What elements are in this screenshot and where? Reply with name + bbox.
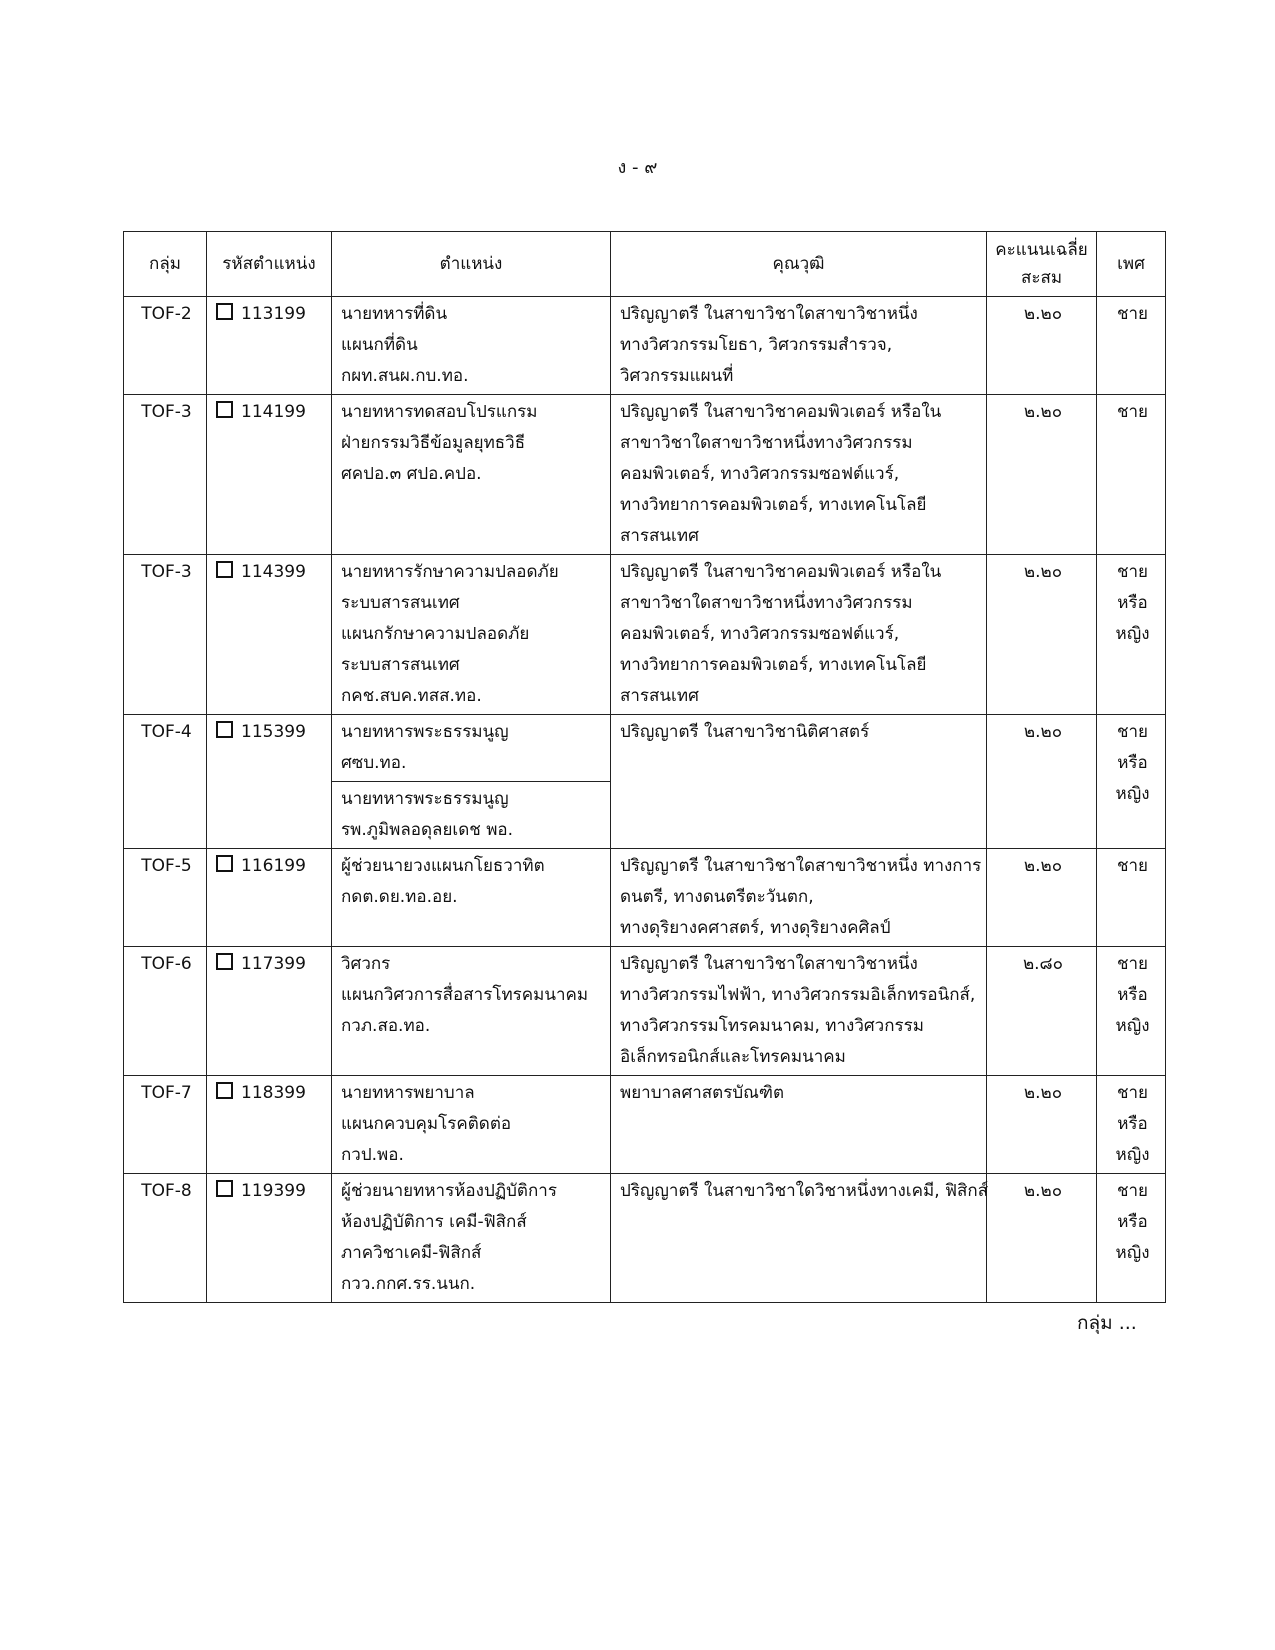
sex-line: หญิง [1115, 624, 1150, 644]
checkbox-icon[interactable] [216, 953, 233, 970]
sex-cell [1097, 1076, 1166, 1174]
position-line: แผนกควบคุมโรคติดต่อ [341, 1114, 512, 1134]
position-line: แผนกที่ดิน [341, 335, 418, 355]
sex-cell [1097, 555, 1166, 715]
qualification-line: ทางดุริยางคศาสตร์, ทางดุริยางคศิลป์ [620, 918, 891, 938]
group-cell [124, 1174, 207, 1303]
sex-text [1106, 1076, 1159, 1173]
position-code-wrap [216, 715, 325, 750]
position-code: 116199 [241, 856, 306, 876]
sex-text [1106, 395, 1159, 430]
min-gpa: ๒.๒๐ [1023, 1181, 1063, 1201]
position-cell [332, 555, 611, 715]
sex-text [1106, 1174, 1159, 1271]
position-code-cell [207, 555, 332, 715]
header-qualification: คุณวุฒิ [611, 232, 987, 297]
score-cell [987, 947, 1097, 1076]
group-cell [124, 555, 207, 715]
qualification-line: สารสนเทศ [620, 686, 699, 706]
group-cell [124, 715, 207, 849]
qualification-line: ปริญญาตรี ในสาขาวิชาใดสาขาวิชาหนึ่ง [620, 304, 918, 324]
header-group: กลุ่ม [124, 232, 207, 297]
position-text [341, 715, 604, 781]
qualification-line: ทางวิศวกรรมโทรคมนาคม, ทางวิศวกรรม [620, 1016, 924, 1036]
position-line: แผนกวิศวการสื่อสารโทรคมนาคม [341, 985, 589, 1005]
sex-cell [1097, 297, 1166, 395]
position-line: นายทหารพยาบาล [341, 1083, 475, 1103]
min-gpa: ๒.๒๐ [1023, 402, 1063, 422]
position-text [341, 849, 604, 915]
sex-line: ชาย [1116, 1083, 1149, 1103]
header-code: รหัสตำแหน่ง [207, 232, 332, 297]
position-code: 118399 [241, 1083, 306, 1103]
position-line: กผท.สนผ.กบ.ทอ. [341, 366, 469, 386]
min-gpa: ๒.๒๐ [1023, 562, 1063, 582]
qualification-text [620, 715, 980, 750]
position-code-wrap [216, 849, 325, 884]
qualification-text [620, 1076, 980, 1111]
qualification-line: ทางวิทยาการคอมพิวเตอร์, ทางเทคโนโลยี [620, 495, 927, 515]
sex-cell [1097, 947, 1166, 1076]
position-line: ศซบ.ทอ. [341, 753, 407, 773]
position-line: นายทหารรักษาความปลอดภัย [341, 562, 559, 582]
checkbox-icon[interactable] [216, 855, 233, 872]
sex-text [1106, 555, 1159, 652]
position-code-cell [207, 715, 332, 849]
position-code-wrap [216, 1174, 325, 1209]
qualification-cell [611, 947, 987, 1076]
qualification-line: อิเล็กทรอนิกส์และโทรคมนาคม [620, 1047, 846, 1067]
position-text [341, 297, 604, 394]
position-code: 117399 [241, 954, 306, 974]
min-gpa: ๒.๒๐ [1023, 1083, 1063, 1103]
position-line: กวภ.สอ.ทอ. [341, 1016, 431, 1036]
group-code: TOF-5 [141, 856, 192, 876]
score-cell [987, 849, 1097, 947]
min-gpa: ๒.๒๐ [1023, 304, 1063, 324]
position-line: รพ.ภูมิพลอดุลยเดช พอ. [341, 820, 514, 840]
sex-line: ชาย [1116, 954, 1149, 974]
score-cell [987, 555, 1097, 715]
sex-line: ชาย [1116, 304, 1149, 324]
group-code: TOF-3 [141, 562, 192, 582]
qualification-line: ปริญญาตรี ในสาขาวิชาคอมพิวเตอร์ หรือใน [620, 402, 942, 422]
position-code: 113199 [241, 304, 306, 324]
checkbox-icon[interactable] [216, 721, 233, 738]
group-code: TOF-8 [141, 1181, 192, 1201]
sex-line: หรือ [1117, 593, 1148, 613]
position-text [341, 782, 604, 848]
qualification-text [620, 947, 980, 1075]
position-code-cell [207, 1076, 332, 1174]
qualification-text [620, 849, 980, 946]
group-code: TOF-7 [141, 1083, 192, 1103]
qualification-line: ปริญญาตรี ในสาขาวิชานิติศาสตร์ [620, 722, 870, 742]
position-cell [332, 1076, 611, 1174]
position-code-cell [207, 1174, 332, 1303]
group-code: TOF-4 [141, 722, 192, 742]
position-line: วิศวกร [341, 954, 391, 974]
position-code-wrap [216, 947, 325, 982]
qualification-line: สาขาวิชาใดสาขาวิชาหนึ่งทางวิศวกรรม [620, 433, 913, 453]
position-code: 114199 [241, 402, 306, 422]
header-score-line2: สะสม [1020, 268, 1063, 288]
qualification-line: วิศวกรรมแผนที่ [620, 366, 734, 386]
qualification-cell [611, 849, 987, 947]
qualification-cell [611, 715, 987, 849]
position-code-wrap [216, 297, 325, 332]
position-line: แผนกรักษาความปลอดภัย [341, 624, 530, 644]
page-number: ง - ๙ [617, 157, 658, 178]
next-page-continuation: กลุ่ม ... [1077, 1312, 1137, 1334]
qualification-line: ทางวิทยาการคอมพิวเตอร์, ทางเทคโนโลยี [620, 655, 927, 675]
position-cell [332, 715, 611, 782]
sex-line: หญิง [1115, 1016, 1150, 1036]
header-score [987, 232, 1097, 297]
qualification-text [620, 297, 980, 394]
qualification-line: ทางวิศวกรรมโยธา, วิศวกรรมสำรวจ, [620, 335, 893, 355]
sex-cell [1097, 849, 1166, 947]
positions-table [123, 231, 1166, 1303]
table-row [124, 297, 1166, 395]
sex-text [1106, 947, 1159, 1044]
table-row [124, 555, 1166, 715]
position-line: ผู้ช่วยนายวงแผนกโยธวาทิต [341, 856, 545, 876]
position-line: นายทหารทดสอบโปรแกรม [341, 402, 538, 422]
sex-line: หญิง [1115, 784, 1150, 804]
position-line: นายทหารพระธรรมนูญ [341, 789, 509, 809]
position-cell [332, 782, 611, 849]
position-text [341, 395, 604, 492]
position-text [341, 1076, 604, 1173]
position-code-wrap [216, 1076, 325, 1111]
checkbox-icon[interactable] [216, 303, 233, 320]
header-score-line1: คะแนนเฉลี่ย [995, 240, 1088, 260]
qualification-text [620, 395, 980, 554]
sex-cell [1097, 1174, 1166, 1303]
sex-line: หรือ [1117, 1212, 1148, 1232]
qualification-cell [611, 1174, 987, 1303]
checkbox-icon[interactable] [216, 1082, 233, 1099]
qualification-cell [611, 555, 987, 715]
header-position: ตำแหน่ง [332, 232, 611, 297]
position-line: ผู้ช่วยนายทหารห้องปฏิบัติการ [341, 1181, 557, 1201]
sex-line: หรือ [1117, 985, 1148, 1005]
table-header-row [124, 232, 1166, 297]
qualification-line: ทางวิศวกรรมไฟฟ้า, ทางวิศวกรรมอิเล็กทรอนิกส์, [620, 985, 976, 1005]
checkbox-icon[interactable] [216, 401, 233, 418]
position-cell [332, 947, 611, 1076]
position-line: ศคปอ.๓ ศปอ.คปอ. [341, 464, 482, 484]
qualification-line: คอมพิวเตอร์, ทางวิศวกรรมซอฟต์แวร์, [620, 624, 900, 644]
sex-line: ชาย [1116, 562, 1149, 582]
checkbox-icon[interactable] [216, 1180, 233, 1197]
position-code-cell [207, 849, 332, 947]
group-cell [124, 395, 207, 555]
sex-cell [1097, 395, 1166, 555]
qualification-line: ปริญญาตรี ในสาขาวิชาใดวิชาหนึ่งทางเคมี, ฟิสิกส์ [620, 1181, 989, 1201]
table-row [124, 947, 1166, 1076]
position-code: 114399 [241, 562, 306, 582]
sex-text [1106, 849, 1159, 884]
sex-line: ชาย [1116, 1181, 1149, 1201]
sex-text [1106, 297, 1159, 332]
min-gpa: ๒.๒๐ [1023, 722, 1063, 742]
qualification-cell [611, 297, 987, 395]
qualification-cell [611, 395, 987, 555]
position-line: นายทหารพระธรรมนูญ [341, 722, 509, 742]
qualification-text [620, 1174, 989, 1209]
group-cell [124, 297, 207, 395]
position-line: ฝ่ายกรรมวิธีข้อมูลยุทธวิธี [341, 433, 526, 453]
position-line: นายทหารที่ดิน [341, 304, 448, 324]
sex-line: หญิง [1115, 1243, 1150, 1263]
qualification-line: ปริญญาตรี ในสาขาวิชาใดสาขาวิชาหนึ่ง [620, 954, 918, 974]
score-cell [987, 1076, 1097, 1174]
position-line: ภาควิชาเคมี-ฟิสิกส์ [341, 1243, 482, 1263]
qualification-line: คอมพิวเตอร์, ทางวิศวกรรมซอฟต์แวร์, [620, 464, 900, 484]
position-text [341, 555, 604, 714]
header-sex: เพศ [1097, 232, 1166, 297]
position-text [341, 1174, 604, 1302]
position-code: 115399 [241, 722, 306, 742]
position-code-wrap [216, 395, 325, 430]
position-line: ห้องปฏิบัติการ เคมี-ฟิสิกส์ [341, 1212, 527, 1232]
position-code: 119399 [241, 1181, 306, 1201]
position-line: ระบบสารสนเทศ [341, 655, 460, 675]
group-code: TOF-2 [141, 304, 192, 324]
sex-line: หญิง [1115, 1145, 1150, 1165]
min-gpa: ๒.๘๐ [1022, 954, 1064, 974]
table-row [124, 1076, 1166, 1174]
position-cell [332, 1174, 611, 1303]
score-cell [987, 1174, 1097, 1303]
qualification-text [620, 555, 980, 714]
min-gpa: ๒.๒๐ [1023, 856, 1063, 876]
position-line: กวป.พอ. [341, 1145, 404, 1165]
qualification-line: พยาบาลศาสตรบัณฑิต [620, 1083, 785, 1103]
position-line: กดต.ดย.ทอ.อย. [341, 887, 458, 907]
table-row [124, 1174, 1166, 1303]
sex-line: หรือ [1117, 1114, 1148, 1134]
group-code: TOF-3 [141, 402, 192, 422]
table-row [124, 715, 1166, 782]
score-cell [987, 297, 1097, 395]
score-cell [987, 395, 1097, 555]
sex-line: ชาย [1116, 722, 1149, 742]
sex-cell [1097, 715, 1166, 849]
qualification-line: ปริญญาตรี ในสาขาวิชาคอมพิวเตอร์ หรือใน [620, 562, 942, 582]
qualification-line: สาขาวิชาใดสาขาวิชาหนึ่งทางวิศวกรรม [620, 593, 913, 613]
position-text [341, 947, 604, 1044]
sex-line: หรือ [1117, 753, 1148, 773]
table-row [124, 395, 1166, 555]
score-cell [987, 715, 1097, 849]
group-code: TOF-6 [141, 954, 192, 974]
position-code-cell [207, 297, 332, 395]
qualification-cell [611, 1076, 987, 1174]
table-row [124, 849, 1166, 947]
position-code-wrap [216, 555, 325, 590]
group-cell [124, 947, 207, 1076]
checkbox-icon[interactable] [216, 561, 233, 578]
sex-text [1106, 715, 1159, 812]
position-cell [332, 297, 611, 395]
position-code-cell [207, 395, 332, 555]
group-cell [124, 849, 207, 947]
sex-line: ชาย [1116, 856, 1149, 876]
position-line: ระบบสารสนเทศ [341, 593, 460, 613]
group-cell [124, 1076, 207, 1174]
position-line: กวว.กกศ.รร.นนก. [341, 1274, 476, 1294]
qualification-line: สารสนเทศ [620, 526, 699, 546]
sex-line: ชาย [1116, 402, 1149, 422]
position-code-cell [207, 947, 332, 1076]
position-cell [332, 395, 611, 555]
qualification-line: ปริญญาตรี ในสาขาวิชาใดสาขาวิชาหนึ่ง ทางการ [620, 856, 982, 876]
qualification-line: ดนตรี, ทางดนตรีตะวันตก, [620, 887, 814, 907]
position-cell [332, 849, 611, 947]
position-line: กคช.สบค.ทสส.ทอ. [341, 686, 482, 706]
